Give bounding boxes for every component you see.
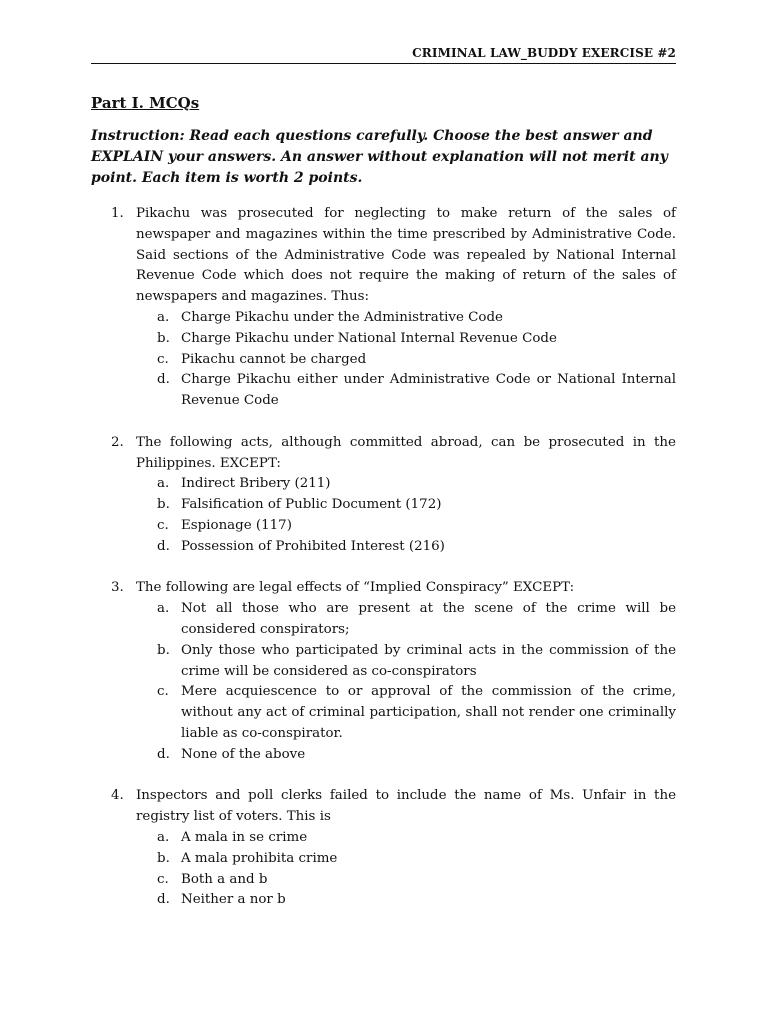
choice-item (136, 599, 676, 641)
choice-letter: a. (157, 829, 170, 845)
choice-text: Not all those who are present at the scene of the crime will be considered conspirators; (181, 601, 676, 637)
question-number: 3. (111, 580, 124, 596)
question-number: 2. (111, 434, 124, 450)
choice-list (136, 599, 676, 765)
question-item (91, 786, 676, 911)
choice-letter: b. (157, 850, 170, 866)
question-item (91, 578, 676, 765)
choice-text: Falsification of Public Document (172) (181, 497, 442, 513)
choice-letter: a. (157, 601, 170, 617)
choice-item (136, 849, 676, 870)
choice-text: Espionage (117) (181, 517, 292, 533)
question-number: 4. (111, 788, 124, 804)
choice-item (136, 537, 676, 558)
question-item (91, 433, 676, 558)
page-header: CRIMINAL LAW_BUDDY EXERCISE #2 (91, 46, 676, 64)
choice-text: Only those who participated by criminal acts in the commission of the crime will be considered as co-conspirators (181, 642, 676, 679)
choice-item (136, 870, 676, 891)
choice-item (136, 329, 676, 350)
choice-text: Charge Pikachu under the Administrative Code (181, 309, 503, 325)
choice-letter: d. (157, 746, 170, 762)
choice-letter: d. (157, 892, 170, 908)
choice-text: Possession of Prohibited Interest (216) (181, 538, 445, 554)
choice-letter: b. (157, 330, 170, 346)
choice-item (136, 308, 676, 329)
choice-item (136, 641, 676, 683)
choice-text: Mere acquiescence to or approval of the commission of the crime, without any act of criminal participation, shall not render one criminally liable as co-conspirator. (181, 684, 676, 741)
choice-letter: c. (157, 684, 169, 700)
choice-letter: c. (157, 871, 169, 887)
choice-text: Pikachu cannot be charged (181, 351, 367, 367)
choice-letter: a. (157, 476, 170, 492)
choice-item (136, 350, 676, 371)
choice-item (136, 828, 676, 849)
choice-letter: d. (157, 538, 170, 554)
question-text: The following acts, although committed abroad, can be prosecuted in the Philippines. EXCEPT: (136, 434, 676, 471)
question-number: 1. (111, 206, 124, 221)
choice-item (136, 745, 676, 766)
choice-letter: b. (157, 642, 170, 658)
choice-item (136, 370, 676, 412)
choice-text: Indirect Bribery (211) (181, 476, 331, 492)
choice-letter: b. (157, 497, 170, 513)
question-text: Pikachu was prosecuted for neglecting to make return of the sales of newspaper and magazines within the time prescribed by Administrative Code. Said sections of the Administrative Code was repealed by National Internal Revenue Code which does not require the making of return of the sales of newspapers and magazines. Thus: (136, 206, 676, 305)
question-item (91, 204, 676, 412)
choice-list (136, 308, 676, 412)
choice-letter: c. (157, 351, 169, 367)
choice-item (136, 890, 676, 911)
question-list (91, 204, 676, 932)
choice-item (136, 516, 676, 537)
choice-text: Charge Pikachu under National Internal Revenue Code (181, 330, 557, 346)
choice-list (136, 828, 676, 911)
choice-item (136, 474, 676, 495)
choice-item (136, 682, 676, 744)
choice-letter: a. (157, 309, 170, 325)
choice-text: Neither a nor b (181, 892, 286, 908)
choice-text: A mala in se crime (181, 829, 308, 845)
question-text: The following are legal effects of “Implied Conspiracy” EXCEPT: (136, 580, 575, 596)
choice-text: Both a and b (181, 871, 268, 887)
choice-text: None of the above (181, 746, 306, 762)
part-title: Part I. MCQs (91, 94, 200, 112)
choice-list (136, 474, 676, 557)
instruction-text: Instruction: Read each questions carefully. Choose the best answer and EXPLAIN your answers. An answer without explanation will not merit any point. Each item is worth 2 points. (91, 128, 668, 186)
choice-text: Charge Pikachu either under Administrative Code or National Internal Revenue Code (181, 372, 676, 409)
choice-letter: c. (157, 517, 169, 533)
choice-text: A mala prohibita crime (181, 850, 338, 866)
choice-letter: d. (157, 372, 170, 388)
choice-item (136, 495, 676, 516)
question-text: Inspectors and poll clerks failed to include the name of Ms. Unfair in the registry list of voters. This is (136, 788, 676, 825)
